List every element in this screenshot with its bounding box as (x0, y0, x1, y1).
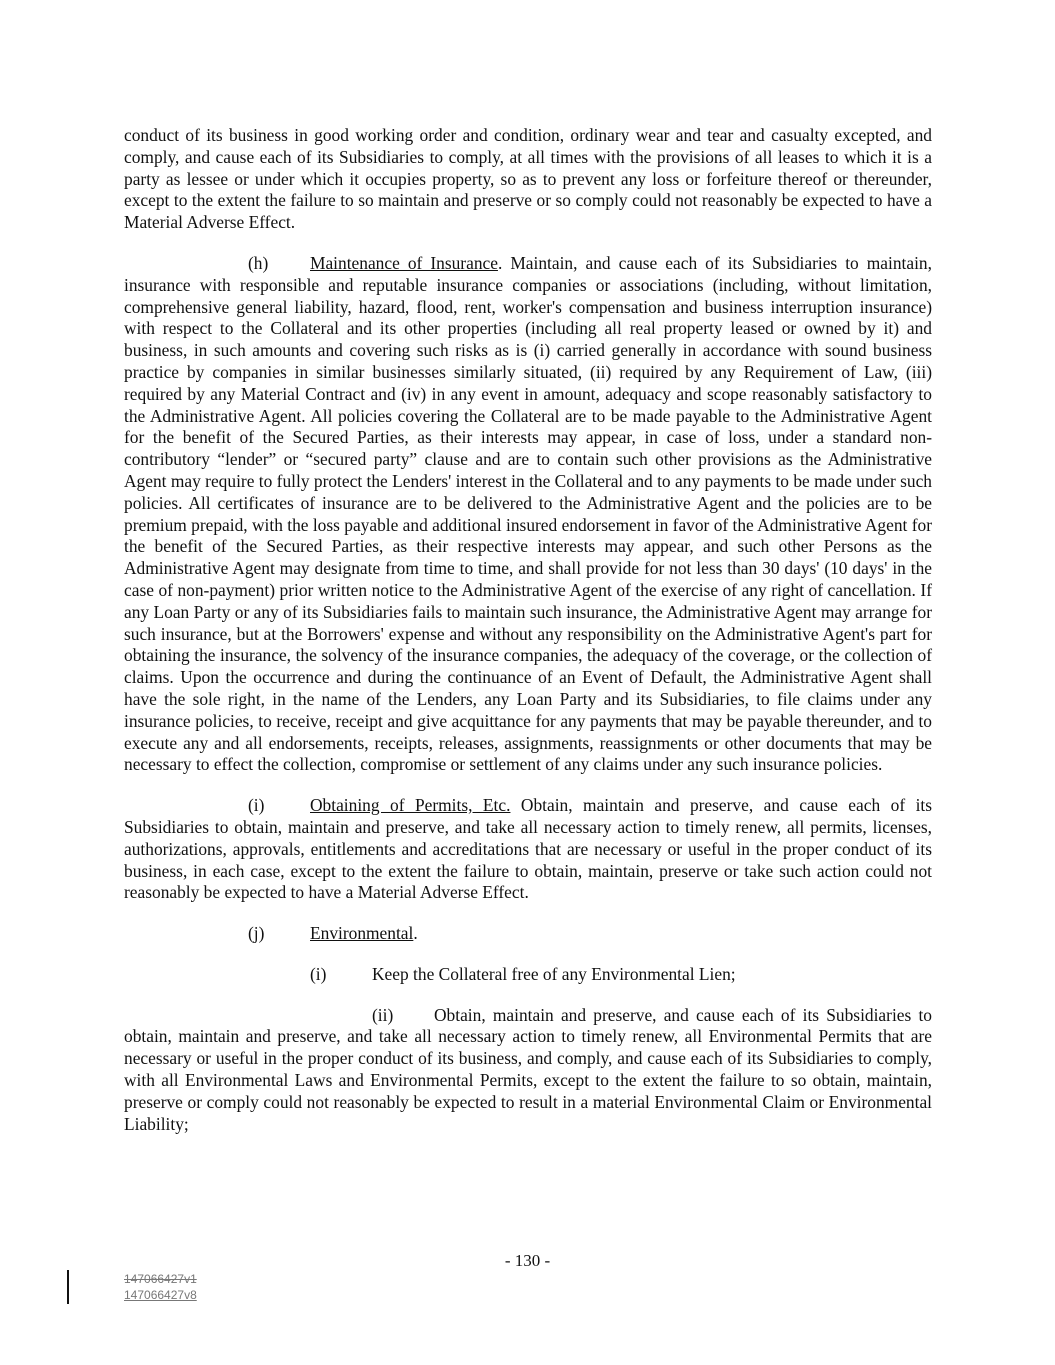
footer-doc-ids (124, 1271, 197, 1303)
section-j-sub-ii-text: Obtain, maintain and preserve, and cause each of its Subsidiaries to obtain, maintain and preserve, and take all necessary action to timely renew, all Environmental Permits that are necessary or useful in the proper conduct of its business, and comply, and cause each of its Subsidiaries to comply, with all Environmental Laws and Environmental Permits, except to the extent the failure to so obtain, maintain, preserve or comply could not reasonably be expected to result in a material Environmental Claim or Environmental Liability; (124, 1004, 932, 1134)
doc-id-old: 147066427v1 (124, 1272, 197, 1286)
section-j-heading-line (124, 923, 932, 945)
section-j-sub-i-text: Keep the Collateral free of any Environmental Lien; (372, 963, 736, 984)
section-j-heading: Environmental (310, 923, 414, 944)
section-i-text: Obtain, maintain and preserve, and cause each of its Subsidiaries to obtain, maintain and preserve, and take all necessary action to timely renew, all permits, licenses, authorizations, approvals, entitlements and accreditations that are necessary or useful in the proper conduct of its business, in each case, except to the extent the failure to obtain, maintain, preserve or take such action could not reasonably be expected to have a Material Adverse Effect. (124, 795, 933, 903)
paragraph-continuation: conduct of its business in good working order and condition, ordinary wear and tear and casualty excepted, and comply, and cause each of its Subsidiaries to comply, at all times with the provisions of all leases to which it is a party as lessee or under which it occupies property, so as to prevent any loss or forfeiture thereof or thereunder, except to the extent the failure to so maintain and preserve or so comply could not reasonably be expected to have a Material Adverse Effect. (124, 125, 932, 233)
section-j-period: . (413, 923, 418, 944)
section-j-sub-ii-number: (ii) (372, 1004, 394, 1025)
change-bar (67, 1270, 69, 1304)
page-number: - 130 - (504, 1251, 551, 1270)
section-i-paragraph (124, 795, 932, 904)
section-j-sub-i-number: (i) (310, 963, 327, 984)
section-h-heading: Maintenance of Insurance (310, 252, 498, 273)
section-j-number: (j) (248, 923, 265, 944)
section-j-sub-ii (124, 1005, 932, 1136)
section-i-number: (i) (248, 795, 265, 816)
document-body (124, 125, 932, 1154)
section-i-heading: Obtaining of Permits, Etc. (310, 795, 511, 816)
doc-id-new: 147066427v8 (124, 1288, 197, 1302)
section-h-number: (h) (248, 252, 269, 273)
section-h-paragraph (124, 253, 932, 776)
section-h-text: . Maintain, and cause each of its Subsidiaries to maintain, insurance with responsible and reputable insurance companies or associations (including, without limitation, comprehensive general liability, hazard, flood, rent, worker's compensation and business interruption insurance) with respect to the Collateral and its other properties (including all real property leased or owned by it) and business, in such amounts and covering such risks as is (i) carried generally in accordance with sound business practice by companies in similar businesses similarly situated, (ii) required by any Requirement of Law, (iii) required by any Material Contract and (iv) in any event in amount, adequacy and scope reasonably satisfactory to the Administrative Agent. All policies covering the Collateral are to be made payable to the Administrative Agent for the benefit of the Secured Parties, as their interests may appear, in case of loss, under a standard non-contributory “lender” or “secured party” clause and are to contain such other provisions as the Administrative Agent may require to fully protect the Lenders' interest in the Collateral and to any payments to be made under such policies. All certificates of insurance are to be delivered to the Administrative Agent and the policies are to be premium prepaid, with the loss payable and additional insured endorsement in favor of the Administrative Agent for the benefit of the Secured Parties, as their respective interests may appear, and such other Persons as the Administrative Agent may designate from time to time, and shall provide for not less than 30 days' (10 days' in the case of non-payment) prior written notice to the Administrative Agent of the exercise of any right of cancellation. If any Loan Party or any of its Subsidiaries fails to maintain such insurance, the Administrative Agent may arrange for such insurance, but at the Borrowers' expense and without any responsibility on the Administrative Agent's part for obtaining the insurance, the solvency of the insurance companies, the adequacy of the coverage, or the collection of claims. Upon the occurrence and during the continuance of an Event of Default, the Administrative Agent shall have the sole right, in the name of the Lenders, any Loan Party and its Subsidiaries, to file claims under any insurance policies, to receive, receipt and give acquittance for any payments that may be payable thereunder, and to execute any and all endorsements, receipts, releases, assignments, reassignments or other documents that may be necessary to effect the collection, compromise or settlement of any claims under any such insurance policies. (124, 252, 932, 775)
section-j-sub-i (124, 964, 932, 986)
